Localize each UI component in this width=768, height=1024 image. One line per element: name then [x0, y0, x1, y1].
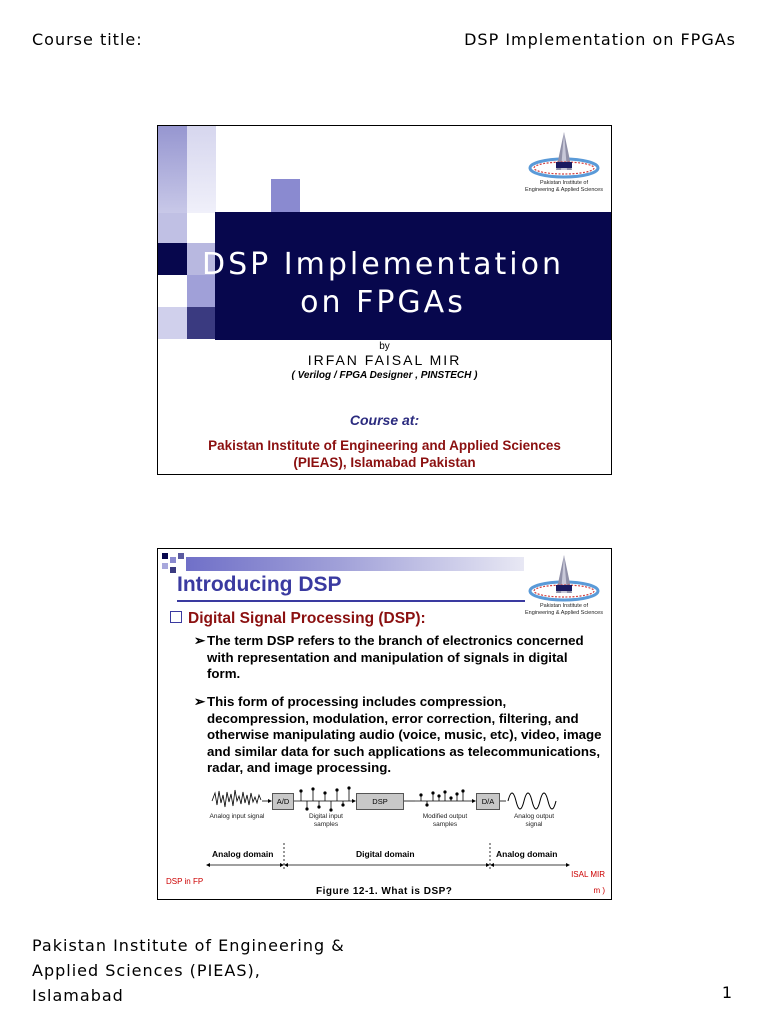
dsp-block: DSP	[356, 793, 404, 810]
slide-title-line2: on FPGAs	[300, 285, 466, 320]
slide-footer-right	[571, 867, 605, 899]
page-number: 1	[721, 983, 732, 1002]
institute-line2: (PIEAS), Islamabad Pakistan	[293, 455, 476, 470]
digital-domain: Digital domain	[356, 849, 415, 859]
decor-square	[187, 126, 216, 213]
da-converter-block: D/A	[476, 793, 500, 810]
title-slide	[157, 125, 612, 475]
page-footer-line2: Applied Sciences (PIEAS),	[32, 961, 261, 980]
by-label: by	[379, 341, 390, 352]
analog-domain-left: Analog domain	[212, 849, 274, 859]
pieas-logo-icon	[520, 553, 608, 605]
main-bullet-text: Digital Signal Processing (DSP):	[188, 610, 426, 627]
modified-output-label: Modified output samples	[422, 813, 468, 828]
course-at-label: Course at:	[349, 412, 420, 428]
sub-bullet-text: This form of processing includes compression, decompression, modulation, error correction, filtering, and otherwise manipulating audio (voice, music, etc), video, image and similar data for such applications as telecommunications, radar, and image processing.	[207, 694, 602, 775]
decor-square	[271, 179, 300, 212]
page-footer-institute	[32, 933, 345, 1008]
slide-footer-left: DSP in FP	[166, 877, 204, 886]
arrow-bullet-icon: ➢	[194, 694, 206, 709]
page-footer-line3: Islamabad	[32, 986, 124, 1005]
sub-bullet	[194, 633, 604, 683]
page-footer-line1: Pakistan Institute of Engineering &	[32, 936, 345, 955]
decor-square	[162, 553, 168, 559]
logo-line2: Engineering & Applied Sciences	[525, 609, 603, 616]
arrow-bullet-icon: ➢	[194, 633, 206, 648]
decor-square	[170, 557, 176, 563]
decor-square	[162, 563, 168, 569]
dsp-figure	[206, 783, 571, 899]
decor-square	[158, 307, 187, 339]
logo-line1: Pakistan Institute of	[540, 603, 588, 609]
pieas-logo	[520, 553, 608, 619]
logo-line1: Pakistan Institute of	[540, 180, 588, 186]
author-role: ( Verilog / FPGA Designer , PINSTECH )	[291, 370, 478, 381]
decor-square	[158, 243, 187, 275]
checkbox-bullet-icon	[170, 611, 182, 623]
header-course-name: DSP Implementation on FPGAs	[464, 30, 736, 49]
slide-title: Introducing DSP	[177, 573, 342, 596]
sub-bullet	[194, 694, 604, 777]
author-name: IRFAN FAISAL MIR	[307, 352, 462, 368]
slide-title	[188, 246, 578, 322]
decor-square	[178, 553, 184, 559]
intro-slide	[157, 548, 612, 900]
institute-name	[158, 437, 611, 471]
decor-square	[158, 213, 187, 243]
pieas-logo-icon	[520, 130, 608, 182]
slide-footer-right-line1: ISAL MIR	[571, 870, 605, 879]
header-course-title-label: Course title:	[32, 30, 143, 49]
analog-domain-right: Analog domain	[496, 849, 558, 859]
pieas-logo	[520, 130, 608, 196]
slide-title-line1: DSP Implementation	[202, 247, 564, 282]
title-gradient-bar	[186, 557, 524, 571]
main-bullet	[170, 610, 426, 628]
decor-square	[158, 126, 187, 213]
figure-caption: Figure 12-1. What is DSP?	[316, 886, 453, 897]
institute-line1: Pakistan Institute of Engineering and Applied Sciences	[208, 438, 561, 453]
digital-input-label: Digital input samples	[309, 813, 343, 828]
ad-converter-block: A/D	[272, 793, 294, 810]
title-underline	[177, 600, 525, 602]
slide-footer-right-line2: m )	[593, 886, 605, 895]
analog-input-label: Analog input signal	[209, 813, 265, 820]
logo-line2: Engineering & Applied Sciences	[525, 186, 603, 193]
analog-output-label: Analog output signal	[513, 813, 555, 828]
sub-bullet-text: The term DSP refers to the branch of electronics concerned with representation and manipulation of signals in digital form.	[207, 633, 584, 681]
decor-square	[170, 567, 176, 573]
